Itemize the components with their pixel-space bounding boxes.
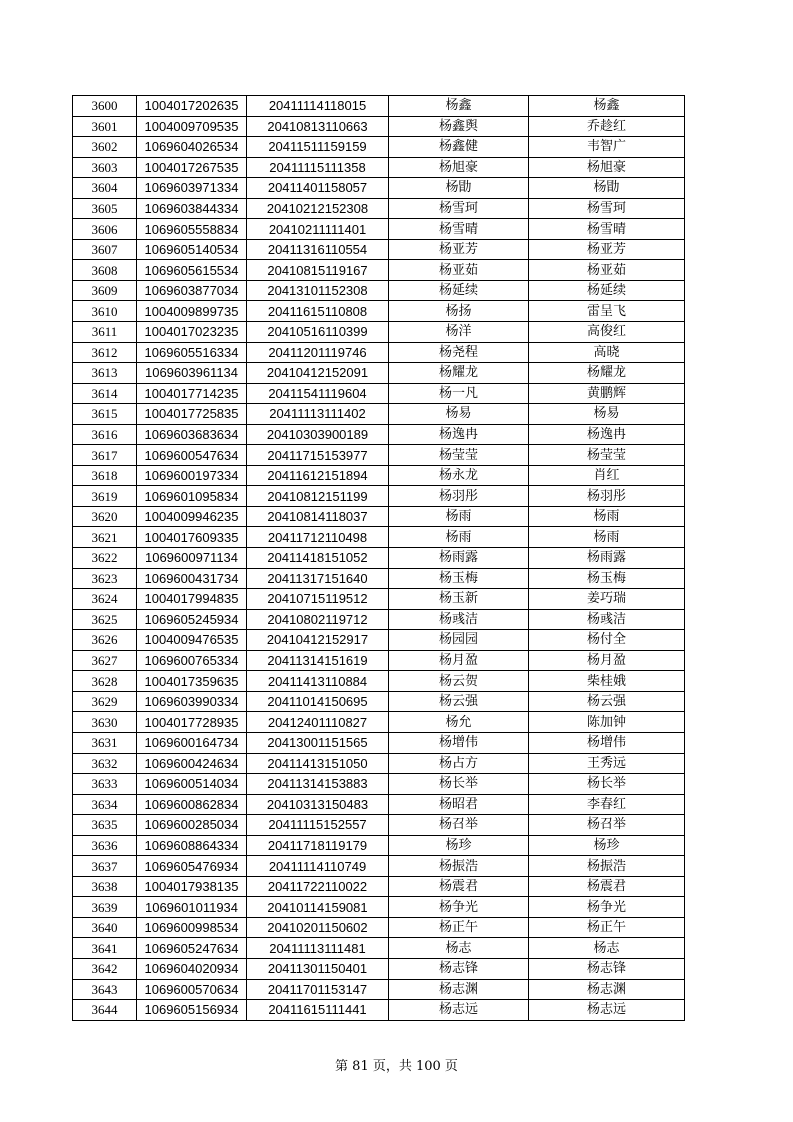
seq-cell: 3601	[73, 116, 137, 137]
name-cell: 杨彧洁	[389, 609, 529, 630]
seq-cell: 3617	[73, 445, 137, 466]
candidate-id-cell: 1069605476934	[137, 856, 247, 877]
seq-cell: 3622	[73, 548, 137, 569]
table-row	[73, 383, 685, 404]
name-cell: 杨正午	[389, 917, 529, 938]
candidate-id-cell: 1069600547634	[137, 445, 247, 466]
table-row	[73, 239, 685, 260]
seq-cell: 3639	[73, 897, 137, 918]
exam-number-cell: 20411113111402	[247, 404, 389, 425]
table-row	[73, 96, 685, 117]
exam-number-cell: 20412401110827	[247, 712, 389, 733]
seq-cell: 3640	[73, 917, 137, 938]
name-cell: 杨志锋	[389, 958, 529, 979]
name-cell: 杨允	[389, 712, 529, 733]
exam-number-cell: 20410715119512	[247, 589, 389, 610]
candidate-id-cell: 1069600570634	[137, 979, 247, 1000]
table-row	[73, 712, 685, 733]
confirmed-name-cell: 杨志锋	[529, 958, 685, 979]
confirmed-name-cell: 雷呈飞	[529, 301, 685, 322]
seq-cell: 3610	[73, 301, 137, 322]
candidate-id-cell: 1069605516334	[137, 342, 247, 363]
table-row	[73, 794, 685, 815]
exam-number-cell: 20411722110022	[247, 876, 389, 897]
table-row	[73, 342, 685, 363]
confirmed-name-cell: 韦智广	[529, 137, 685, 158]
seq-cell: 3623	[73, 568, 137, 589]
table-row	[73, 445, 685, 466]
exam-number-cell: 20411612151894	[247, 465, 389, 486]
confirmed-name-cell: 杨正午	[529, 917, 685, 938]
name-cell: 杨旭豪	[389, 157, 529, 178]
candidate-id-cell: 1069605247634	[137, 938, 247, 959]
seq-cell: 3626	[73, 630, 137, 651]
exam-number-cell: 20411401158057	[247, 178, 389, 199]
table-row	[73, 650, 685, 671]
candidate-id-cell: 1069603990334	[137, 691, 247, 712]
seq-cell: 3611	[73, 322, 137, 343]
exam-number-cell: 20411115152557	[247, 815, 389, 836]
name-cell: 杨园园	[389, 630, 529, 651]
table-row	[73, 938, 685, 959]
exam-number-cell: 20410211111401	[247, 219, 389, 240]
exam-number-cell: 20411541119604	[247, 383, 389, 404]
seq-cell: 3628	[73, 671, 137, 692]
confirmed-name-cell: 杨鑫	[529, 96, 685, 117]
name-cell: 杨志远	[389, 1000, 529, 1021]
name-cell: 杨月盈	[389, 650, 529, 671]
name-cell: 杨尧程	[389, 342, 529, 363]
candidate-id-cell: 1069600424634	[137, 753, 247, 774]
seq-cell: 3603	[73, 157, 137, 178]
candidate-id-cell: 1069600431734	[137, 568, 247, 589]
candidate-id-cell: 1069603844334	[137, 198, 247, 219]
candidate-id-cell: 1004017267535	[137, 157, 247, 178]
roster-body	[73, 96, 685, 1021]
seq-cell: 3600	[73, 96, 137, 117]
candidate-id-cell: 1004017714235	[137, 383, 247, 404]
seq-cell: 3618	[73, 465, 137, 486]
confirmed-name-cell: 王秀远	[529, 753, 685, 774]
name-cell: 杨雨露	[389, 548, 529, 569]
table-row	[73, 527, 685, 548]
seq-cell: 3631	[73, 732, 137, 753]
candidate-id-cell: 1069601011934	[137, 897, 247, 918]
name-cell: 杨争光	[389, 897, 529, 918]
confirmed-name-cell: 高晓	[529, 342, 685, 363]
seq-cell: 3636	[73, 835, 137, 856]
table-row	[73, 404, 685, 425]
confirmed-name-cell: 姜巧瑞	[529, 589, 685, 610]
exam-number-cell: 20410813110663	[247, 116, 389, 137]
confirmed-name-cell: 杨勖	[529, 178, 685, 199]
table-row	[73, 548, 685, 569]
exam-number-cell: 20413001151565	[247, 732, 389, 753]
table-row	[73, 609, 685, 630]
table-row	[73, 815, 685, 836]
exam-number-cell: 20411314151619	[247, 650, 389, 671]
candidate-id-cell: 1069605245934	[137, 609, 247, 630]
exam-number-cell: 20411314153883	[247, 774, 389, 795]
candidate-id-cell: 1004017202635	[137, 96, 247, 117]
candidate-id-cell: 1069603971334	[137, 178, 247, 199]
candidate-id-cell: 1004017023235	[137, 322, 247, 343]
exam-number-cell: 20411201119746	[247, 342, 389, 363]
table-row	[73, 137, 685, 158]
confirmed-name-cell: 杨云强	[529, 691, 685, 712]
name-cell: 杨玉新	[389, 589, 529, 610]
candidate-id-cell: 1069608864334	[137, 835, 247, 856]
table-row	[73, 424, 685, 445]
exam-number-cell: 20413101152308	[247, 280, 389, 301]
name-cell: 杨占方	[389, 753, 529, 774]
seq-cell: 3608	[73, 260, 137, 281]
exam-number-cell: 20411413110884	[247, 671, 389, 692]
table-row	[73, 157, 685, 178]
name-cell: 杨志渊	[389, 979, 529, 1000]
candidate-id-cell: 1004017725835	[137, 404, 247, 425]
seq-cell: 3642	[73, 958, 137, 979]
confirmed-name-cell: 杨雨	[529, 527, 685, 548]
confirmed-name-cell: 杨召举	[529, 815, 685, 836]
name-cell: 杨亚茹	[389, 260, 529, 281]
confirmed-name-cell: 杨月盈	[529, 650, 685, 671]
candidate-id-cell: 1069600862834	[137, 794, 247, 815]
table-row	[73, 116, 685, 137]
exam-number-cell: 20411511159159	[247, 137, 389, 158]
candidate-id-cell: 1069604020934	[137, 958, 247, 979]
table-row	[73, 589, 685, 610]
table-row	[73, 178, 685, 199]
confirmed-name-cell: 杨耀龙	[529, 363, 685, 384]
table-row	[73, 363, 685, 384]
confirmed-name-cell: 杨旭豪	[529, 157, 685, 178]
confirmed-name-cell: 杨争光	[529, 897, 685, 918]
confirmed-name-cell: 杨震君	[529, 876, 685, 897]
page-footer: 第 81 页，共 100 页	[335, 1059, 458, 1074]
table-row	[73, 486, 685, 507]
seq-cell: 3616	[73, 424, 137, 445]
exam-number-cell: 20410812151199	[247, 486, 389, 507]
name-cell: 杨一凡	[389, 383, 529, 404]
confirmed-name-cell: 杨逸冉	[529, 424, 685, 445]
table-row	[73, 897, 685, 918]
confirmed-name-cell: 杨玉梅	[529, 568, 685, 589]
table-row	[73, 856, 685, 877]
name-cell: 杨珍	[389, 835, 529, 856]
seq-cell: 3606	[73, 219, 137, 240]
confirmed-name-cell: 黄鹏辉	[529, 383, 685, 404]
confirmed-name-cell: 肖红	[529, 465, 685, 486]
candidate-id-cell: 1069605558834	[137, 219, 247, 240]
confirmed-name-cell: 乔趁红	[529, 116, 685, 137]
exam-number-cell: 20411413151050	[247, 753, 389, 774]
seq-cell: 3625	[73, 609, 137, 630]
table-row	[73, 917, 685, 938]
confirmed-name-cell: 柴桂娥	[529, 671, 685, 692]
exam-number-cell: 20411115111358	[247, 157, 389, 178]
confirmed-name-cell: 高俊红	[529, 322, 685, 343]
seq-cell: 3605	[73, 198, 137, 219]
roster-table	[72, 95, 685, 1021]
table-row	[73, 835, 685, 856]
name-cell: 杨雪珂	[389, 198, 529, 219]
confirmed-name-cell: 杨志渊	[529, 979, 685, 1000]
candidate-id-cell: 1069600164734	[137, 732, 247, 753]
name-cell: 杨羽彤	[389, 486, 529, 507]
exam-number-cell: 20411114110749	[247, 856, 389, 877]
confirmed-name-cell: 杨羽彤	[529, 486, 685, 507]
seq-cell: 3612	[73, 342, 137, 363]
confirmed-name-cell: 陈加钟	[529, 712, 685, 733]
exam-number-cell: 20410201150602	[247, 917, 389, 938]
table-row	[73, 280, 685, 301]
candidate-id-cell: 1004017994835	[137, 589, 247, 610]
candidate-id-cell: 1069603961134	[137, 363, 247, 384]
confirmed-name-cell: 杨亚茹	[529, 260, 685, 281]
table-row	[73, 465, 685, 486]
exam-number-cell: 20411014150695	[247, 691, 389, 712]
name-cell: 杨鑫健	[389, 137, 529, 158]
candidate-id-cell: 1004017359635	[137, 671, 247, 692]
seq-cell: 3607	[73, 239, 137, 260]
exam-number-cell: 20410802119712	[247, 609, 389, 630]
seq-cell: 3641	[73, 938, 137, 959]
candidate-id-cell: 1069600971134	[137, 548, 247, 569]
seq-cell: 3621	[73, 527, 137, 548]
name-cell: 杨昭君	[389, 794, 529, 815]
exam-number-cell: 20411317151640	[247, 568, 389, 589]
table-row	[73, 671, 685, 692]
candidate-id-cell: 1069600285034	[137, 815, 247, 836]
exam-number-cell: 20410303900189	[247, 424, 389, 445]
exam-number-cell: 20410313150483	[247, 794, 389, 815]
table-row	[73, 219, 685, 240]
name-cell: 杨云贺	[389, 671, 529, 692]
seq-cell: 3629	[73, 691, 137, 712]
seq-cell: 3614	[73, 383, 137, 404]
seq-cell: 3624	[73, 589, 137, 610]
candidate-id-cell: 1069600765334	[137, 650, 247, 671]
exam-number-cell: 20410815119167	[247, 260, 389, 281]
candidate-id-cell: 1004009709535	[137, 116, 247, 137]
name-cell: 杨雨	[389, 506, 529, 527]
name-cell: 杨雪晴	[389, 219, 529, 240]
table-row	[73, 979, 685, 1000]
name-cell: 杨勖	[389, 178, 529, 199]
seq-cell: 3620	[73, 506, 137, 527]
name-cell: 杨延续	[389, 280, 529, 301]
seq-cell: 3627	[73, 650, 137, 671]
name-cell: 杨振浩	[389, 856, 529, 877]
exam-number-cell: 20411712110498	[247, 527, 389, 548]
candidate-id-cell: 1069600998534	[137, 917, 247, 938]
seq-cell: 3643	[73, 979, 137, 1000]
name-cell: 杨长举	[389, 774, 529, 795]
name-cell: 杨亚芳	[389, 239, 529, 260]
table-row	[73, 260, 685, 281]
candidate-id-cell: 1069605140534	[137, 239, 247, 260]
name-cell: 杨洋	[389, 322, 529, 343]
table-row	[73, 691, 685, 712]
confirmed-name-cell: 杨雪珂	[529, 198, 685, 219]
seq-cell: 3609	[73, 280, 137, 301]
table-row	[73, 322, 685, 343]
candidate-id-cell: 1069605156934	[137, 1000, 247, 1021]
seq-cell: 3634	[73, 794, 137, 815]
confirmed-name-cell: 杨志远	[529, 1000, 685, 1021]
seq-cell: 3619	[73, 486, 137, 507]
confirmed-name-cell: 杨志	[529, 938, 685, 959]
table-row	[73, 630, 685, 651]
exam-number-cell: 20411316110554	[247, 239, 389, 260]
confirmed-name-cell: 杨亚芳	[529, 239, 685, 260]
candidate-id-cell: 1069601095834	[137, 486, 247, 507]
table-row	[73, 876, 685, 897]
name-cell: 杨震君	[389, 876, 529, 897]
exam-number-cell: 20411113111481	[247, 938, 389, 959]
seq-cell: 3637	[73, 856, 137, 877]
seq-cell: 3630	[73, 712, 137, 733]
candidate-id-cell: 1069604026534	[137, 137, 247, 158]
candidate-id-cell: 1004017728935	[137, 712, 247, 733]
name-cell: 杨鑫	[389, 96, 529, 117]
exam-number-cell: 20410114159081	[247, 897, 389, 918]
confirmed-name-cell: 杨长举	[529, 774, 685, 795]
exam-number-cell: 20411615111441	[247, 1000, 389, 1021]
name-cell: 杨鑫舆	[389, 116, 529, 137]
seq-cell: 3602	[73, 137, 137, 158]
exam-number-cell: 20410814118037	[247, 506, 389, 527]
name-cell: 杨玉梅	[389, 568, 529, 589]
table-row	[73, 506, 685, 527]
table-row	[73, 198, 685, 219]
table-row	[73, 1000, 685, 1021]
exam-number-cell: 20411615110808	[247, 301, 389, 322]
name-cell: 杨雨	[389, 527, 529, 548]
name-cell: 杨莹莹	[389, 445, 529, 466]
candidate-id-cell: 1069603877034	[137, 280, 247, 301]
candidate-id-cell: 1069605615534	[137, 260, 247, 281]
seq-cell: 3604	[73, 178, 137, 199]
exam-number-cell: 20411301150401	[247, 958, 389, 979]
name-cell: 杨增伟	[389, 732, 529, 753]
exam-number-cell: 20410212152308	[247, 198, 389, 219]
confirmed-name-cell: 杨增伟	[529, 732, 685, 753]
table-row	[73, 301, 685, 322]
confirmed-name-cell: 杨雨露	[529, 548, 685, 569]
exam-number-cell: 20410412152091	[247, 363, 389, 384]
name-cell: 杨云强	[389, 691, 529, 712]
name-cell: 杨耀龙	[389, 363, 529, 384]
name-cell: 杨扬	[389, 301, 529, 322]
exam-number-cell: 20411701153147	[247, 979, 389, 1000]
confirmed-name-cell: 杨珍	[529, 835, 685, 856]
confirmed-name-cell: 李春红	[529, 794, 685, 815]
confirmed-name-cell: 杨雨	[529, 506, 685, 527]
confirmed-name-cell: 杨延续	[529, 280, 685, 301]
confirmed-name-cell: 杨振浩	[529, 856, 685, 877]
candidate-id-cell: 1004009899735	[137, 301, 247, 322]
confirmed-name-cell: 杨付全	[529, 630, 685, 651]
candidate-id-cell: 1004017609335	[137, 527, 247, 548]
confirmed-name-cell: 杨雪晴	[529, 219, 685, 240]
exam-number-cell: 20411418151052	[247, 548, 389, 569]
candidate-id-cell: 1004017938135	[137, 876, 247, 897]
exam-number-cell: 20411718119179	[247, 835, 389, 856]
name-cell: 杨逸冉	[389, 424, 529, 445]
seq-cell: 3635	[73, 815, 137, 836]
table-row	[73, 753, 685, 774]
name-cell: 杨志	[389, 938, 529, 959]
exam-number-cell: 20410412152917	[247, 630, 389, 651]
seq-cell: 3638	[73, 876, 137, 897]
seq-cell: 3615	[73, 404, 137, 425]
candidate-id-cell: 1004009946235	[137, 506, 247, 527]
candidate-id-cell: 1004009476535	[137, 630, 247, 651]
exam-number-cell: 20410516110399	[247, 322, 389, 343]
name-cell: 杨永龙	[389, 465, 529, 486]
table-row	[73, 774, 685, 795]
table-row	[73, 568, 685, 589]
confirmed-name-cell: 杨莹莹	[529, 445, 685, 466]
name-cell: 杨易	[389, 404, 529, 425]
candidate-id-cell: 1069600197334	[137, 465, 247, 486]
confirmed-name-cell: 杨彧洁	[529, 609, 685, 630]
candidate-id-cell: 1069600514034	[137, 774, 247, 795]
seq-cell: 3613	[73, 363, 137, 384]
table-row	[73, 732, 685, 753]
confirmed-name-cell: 杨易	[529, 404, 685, 425]
exam-number-cell: 20411114118015	[247, 96, 389, 117]
name-cell: 杨召举	[389, 815, 529, 836]
candidate-id-cell: 1069603683634	[137, 424, 247, 445]
seq-cell: 3633	[73, 774, 137, 795]
table-row	[73, 958, 685, 979]
seq-cell: 3632	[73, 753, 137, 774]
seq-cell: 3644	[73, 1000, 137, 1021]
exam-number-cell: 20411715153977	[247, 445, 389, 466]
